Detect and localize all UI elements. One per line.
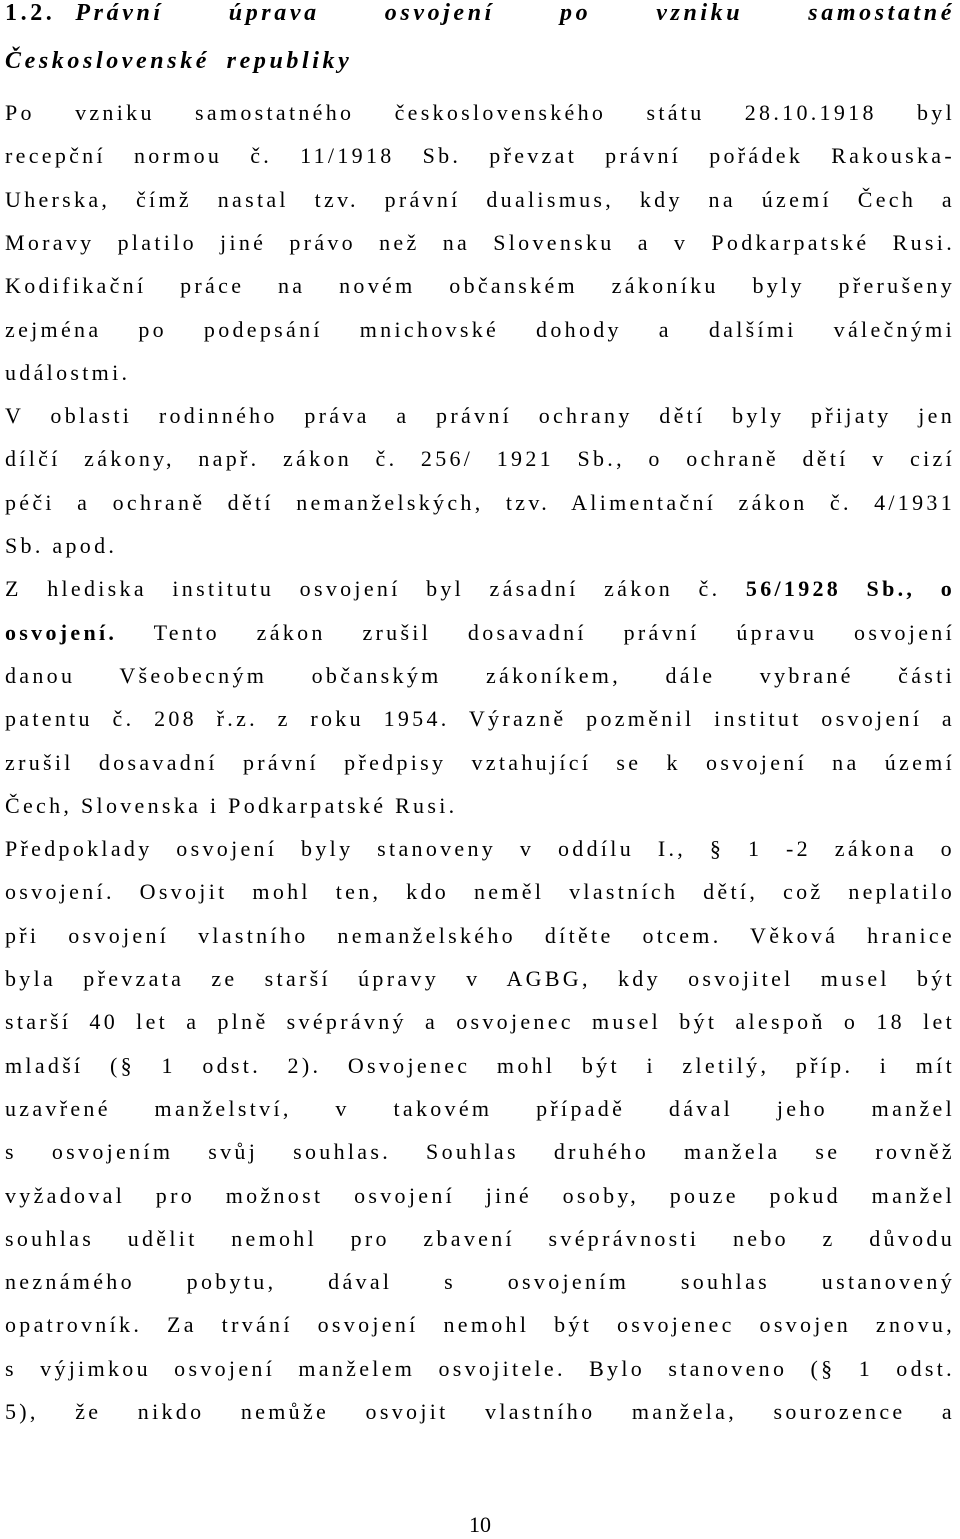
text-segment: starší 40 let a plně svéprávný a osvojenec musel být alespoň o 18 let bbox=[5, 1009, 955, 1035]
text-segment: při osvojení vlastního nemanželského dítěte otcem. Věková hranice bbox=[5, 922, 955, 948]
text-segment: Moravy platilo jiné právo než na Slovensku a v Podkarpatské Rusi. bbox=[5, 229, 955, 255]
text-segment: Čech, Slovenska i Podkarpatské Rusi. bbox=[5, 792, 458, 818]
text-line bbox=[5, 488, 955, 518]
text-line bbox=[5, 98, 955, 128]
text-segment: uzavřené manželství, v takovém případě dával jeho manžel bbox=[5, 1095, 955, 1121]
text-line bbox=[5, 1354, 955, 1384]
text-segment: V oblasti rodinného práva a právní ochrany dětí byly přijaty jen bbox=[5, 403, 955, 429]
section-number: 1.2. bbox=[5, 0, 56, 26]
text-segment: danou Všeobecným občanským zákoníkem, dále vybrané části bbox=[5, 662, 955, 688]
text-segment: opatrovník. Za trvání osvojení nemohl být osvojenec osvojen znovu, bbox=[5, 1312, 955, 1338]
section-title-part-2: Československé republiky bbox=[5, 48, 353, 74]
text-line bbox=[5, 1007, 955, 1037]
text-line bbox=[5, 1310, 955, 1340]
text-line bbox=[5, 574, 955, 604]
text-segment: péči a ochraně dětí nemanželských, tzv. Alimentační zákon č. 4/1931 bbox=[5, 489, 955, 515]
text-segment: s výjimkou osvojení manželem osvojitele. Bylo stanoveno (§ 1 odst. bbox=[5, 1355, 955, 1381]
text-segment: patentu č. 208 ř.z. z roku 1954. Výrazně pozměnil institut osvojení a bbox=[5, 706, 955, 732]
text-line bbox=[5, 141, 955, 171]
section-heading-line-1 bbox=[5, 0, 955, 27]
text-line bbox=[5, 228, 955, 258]
text-line bbox=[5, 921, 955, 951]
text-line bbox=[5, 185, 955, 215]
text-segment: Kodifikační práce na novém občanském zákoníku byly přerušeny bbox=[5, 273, 955, 299]
text-segment: Sb. apod. bbox=[5, 533, 118, 558]
text-segment: Po vzniku samostatného československého státu 28.10.1918 byl bbox=[5, 100, 955, 125]
text-segment: událostmi. bbox=[5, 359, 131, 385]
text-segment: Uherska, čímž nastal tzv. právní dualismus, kdy na území Čech a bbox=[5, 186, 955, 212]
text-line bbox=[5, 704, 955, 734]
text-line bbox=[5, 1094, 955, 1124]
text-segment: neznámého pobytu, dával s osvojením souhlas ustanovený bbox=[5, 1269, 955, 1295]
text-segment: osvojení. Osvojit mohl ten, kdo neměl vlastních dětí, což neplatilo bbox=[5, 879, 955, 905]
text-line bbox=[5, 791, 955, 821]
text-segment: s osvojením svůj souhlas. Souhlas druhého manžela se rovněž bbox=[5, 1139, 955, 1165]
text-line bbox=[5, 1224, 955, 1254]
text-segment: byla převzata ze starší úpravy v AGBG, kdy osvojitel musel být bbox=[5, 966, 955, 991]
text-line bbox=[5, 964, 955, 994]
bold-text-segment: osvojení. bbox=[5, 619, 118, 645]
text-segment: zejména po podepsání mnichovské dohody a dalšími válečnými bbox=[5, 316, 955, 342]
text-line bbox=[5, 1051, 955, 1081]
text-line bbox=[5, 531, 955, 561]
text-line bbox=[5, 877, 955, 907]
text-line bbox=[5, 834, 955, 864]
text-line bbox=[5, 748, 955, 778]
text-line bbox=[5, 1181, 955, 1211]
text-segment: dílčí zákony, např. zákon č. 256/ 1921 Sb., o ochraně dětí v cizí bbox=[5, 446, 955, 472]
text-line bbox=[5, 1137, 955, 1167]
text-segment: Tento zákon zrušil dosavadní právní úpravu osvojení bbox=[117, 619, 955, 645]
text-segment: vyžadoval pro možnost osvojení jiné osoby, pouze pokud manžel bbox=[5, 1182, 955, 1208]
text-segment: recepční normou č. 11/1918 Sb. převzat právní pořádek Rakouska- bbox=[5, 143, 955, 169]
text-line bbox=[5, 358, 955, 388]
text-segment: 5), že nikdo nemůže osvojit vlastního manžela, sourozence a bbox=[5, 1399, 955, 1424]
text-line bbox=[5, 1267, 955, 1297]
text-segment: zrušil dosavadní právní předpisy vztahující se k osvojení na území bbox=[5, 749, 955, 775]
text-line bbox=[5, 661, 955, 691]
text-segment: mladší (§ 1 odst. 2). Osvojenec mohl být i zletilý, příp. i mít bbox=[5, 1052, 955, 1078]
text-segment: souhlas udělit nemohl pro zbavení svéprávnosti nebo z důvodu bbox=[5, 1225, 955, 1251]
bold-text-segment: 56/1928 Sb., o bbox=[745, 576, 955, 602]
text-segment: Z hlediska institutu osvojení byl zásadní zákon č. bbox=[5, 576, 746, 602]
section-title-part-1: Právní úprava osvojení po vzniku samostatné bbox=[75, 0, 955, 26]
text-line bbox=[5, 315, 955, 345]
text-line bbox=[5, 1397, 955, 1427]
page-number: 10 bbox=[469, 1512, 491, 1537]
text-line bbox=[5, 444, 955, 474]
text-line bbox=[5, 271, 955, 301]
text-line bbox=[5, 401, 955, 431]
text-segment: Předpoklady osvojení byly stanoveny v oddílu I., § 1 -2 zákona o bbox=[5, 836, 955, 862]
text-line bbox=[5, 618, 955, 648]
